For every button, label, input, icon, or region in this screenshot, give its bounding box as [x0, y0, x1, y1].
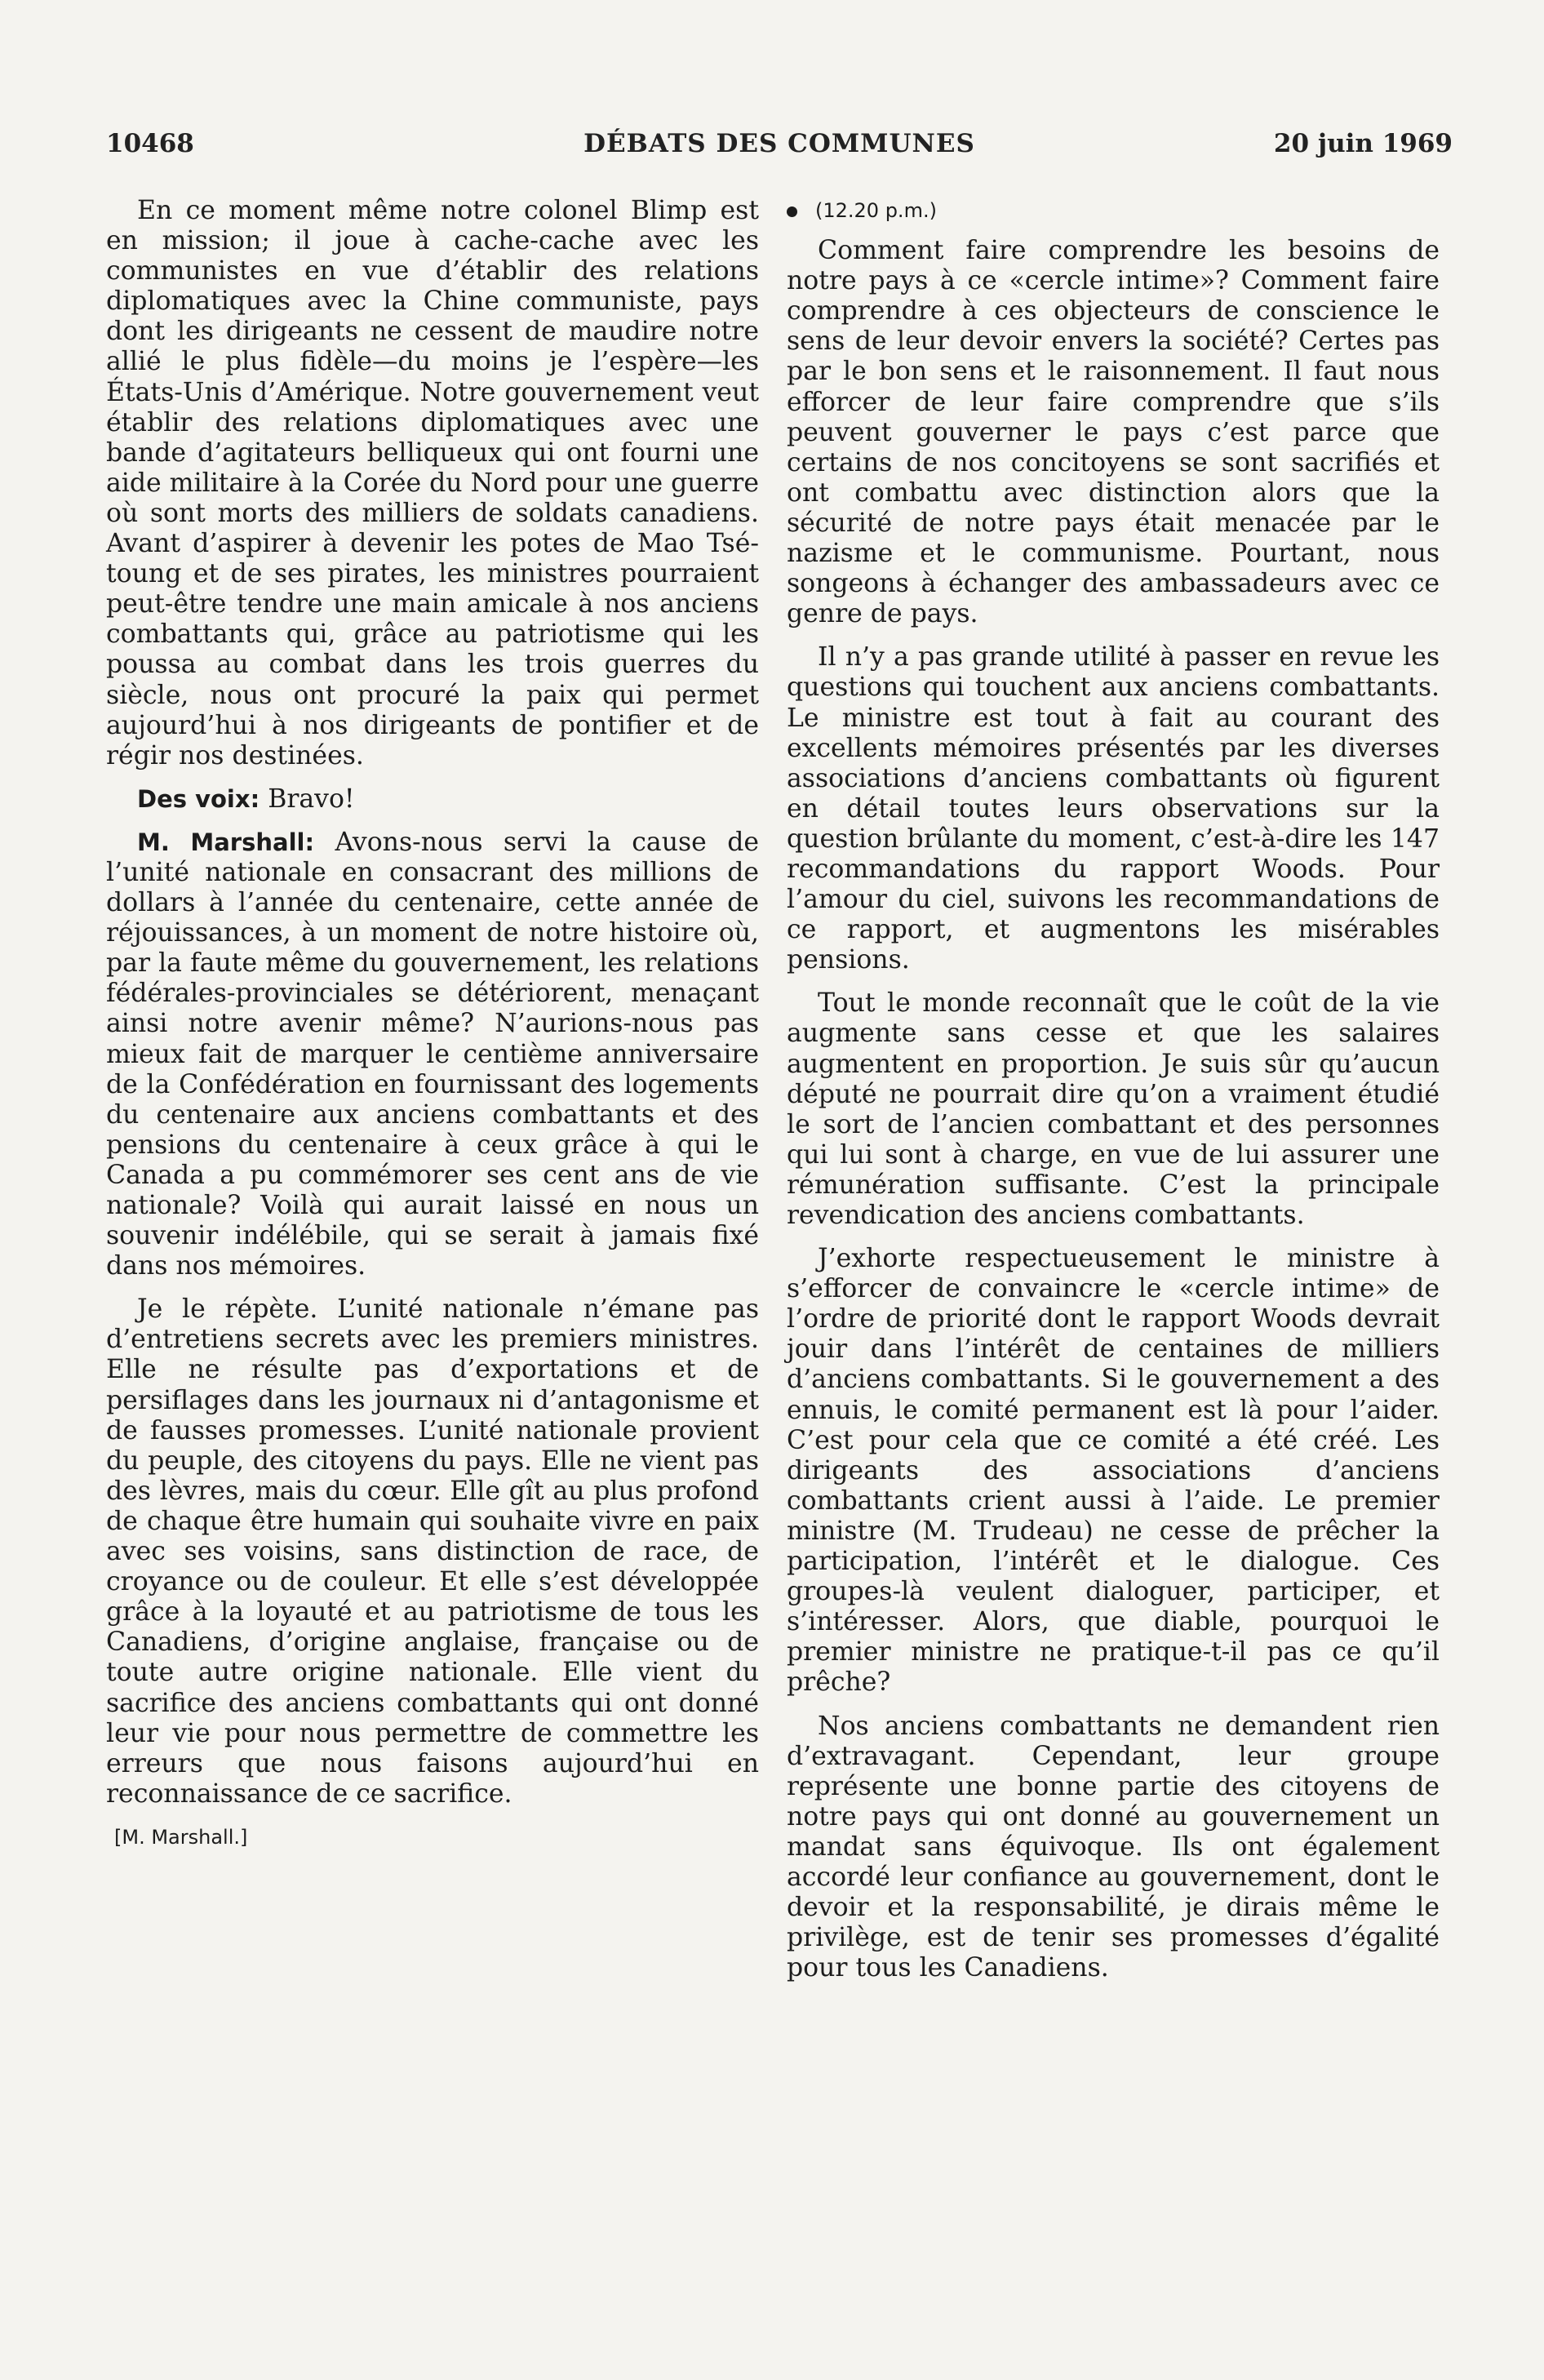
paragraph: Nos anciens combattants ne demandent rien d’extravagant. Cependant, leur groupe représente une bonne partie des citoyens de notre pays qui ont donné au gouvernement un mandat sans équivoque. Ils ont également accordé leur confiance au gouvernement, dont le devoir et la responsabilité, je dirais même le privilège, est de tenir ses promesses d’égalité pour tous les Canadiens. [787, 1711, 1440, 1983]
paragraph: J’exhorte respectueusement le ministre à s’efforcer de convaincre le «cercle intime» de l’ordre de priorité dont le rapport Woods devrait jouir dans l’intérêt de centaines de milliers d’anciens combattants. Si le gouvernement a des ennuis, le comité permanent est là pour l’aider. C’est pour cela que ce comité a été créé. Les dirigeants des associations d’anciens combattants crient aussi à l’aide. Le premier ministre (M. Trudeau) ne cesse de prêcher la participation, l’intérêt et le dialogue. Ces groupes-là veulent dialoguer, participer, et s’intéresser. Alors, que diable, pourquoi le premier ministre ne pratique-t-il pas ce qu’il prêche? [787, 1244, 1440, 1698]
paragraph: En ce moment même notre colonel Blimp est en mission; il joue à cache-cache avec les communistes en vue d’établir des relations diplomatiques avec la Chine communiste, pays dont les dirigeants ne cessent de maudire notre allié le plus fidèle—du moins je l’espère—les États-Unis d’Amérique. Notre gouvernement veut établir des relations diplomatiques avec une bande d’agitateurs belliqueux qui ont fourni une aide militaire à la Corée du Nord pour une guerre où sont morts des milliers de soldats canadiens. Avant d’aspirer à devenir les potes de Mao Tsé-toung et de ses pirates, les ministres pourraient peut-être tendre une main amicale à nos anciens combattants qui, grâce au patriotisme qui les poussa au combat dans les trois guerres du siècle, nous ont procuré la paix qui permet aujourd’hui à nos dirigeants de pontifier et de régir nos destinées. [106, 196, 759, 770]
journal-title: DÉBATS DES COMMUNES [583, 129, 975, 158]
paragraph: Tout le monde reconnaît que le coût de la vie augmente sans cesse et que les salaires augmentent en proportion. Je suis sûr qu’aucun député ne pourrait dire qu’on a vraiment étudié le sort de l’ancien combattant et des personnes qui lui sont à charge, en vue de lui assurer une rémunération suffisante. C’est la principale revendication des anciens combattants. [787, 988, 1440, 1230]
issue-date: 20 juin 1969 [1273, 129, 1453, 158]
speaker-credit: [M. Marshall.] [114, 1825, 248, 1849]
speech-text: Avons-nous servi la cause de l’unité nationale en consacrant des millions de dollars à l’année du centenaire, cette année de réjouissances, à un moment de notre histoire où, par la faute même du gouvernement, les relations fédérales-provinciales se détériorent, menaçant ainsi notre avenir même? N’aurions-nous pas mieux fait de marquer le centième anniversaire de la Confédération en fournissant des logements du centenaire aux anciens combattants et des pensions du centenaire à ceux grâce à qui le Canada a pu commémorer ses cent ans de vie nationale? Voilà qui aurait laissé en nous un souvenir indélébile, qui se serait à jamais fixé dans nos mémoires. [106, 827, 760, 1281]
speaker-name: M. Marshall: [137, 828, 315, 856]
left-column [106, 196, 759, 1866]
interjection [106, 784, 759, 815]
speaker-name: Des voix: [137, 784, 260, 813]
paragraph: Je le répète. L’unité nationale n’émane pas d’entretiens secrets avec les premiers ministres. Elle ne résulte pas d’exportations et de persiflages dans les journaux ni d’antagonisme et de fausses promesses. L’unité nationale provient du peuple, des citoyens du pays. Elle ne vient pas des lèvres, mais du cœur. Elle gît au plus profond de chaque être humain qui souhaite vivre en paix avec ses voisins, sans distinction de race, de croyance ou de couleur. Et elle s’est développée grâce à la loyauté et au patriotisme de tous les Canadiens, d’origine anglaise, française ou de toute autre origine nationale. Elle vient du sacrifice des anciens combattants qui ont donné leur vie pour nous permettre de commettre les erreurs que nous faisons aujourd’hui en reconnaissance de ce sacrifice. [106, 1294, 759, 1809]
right-column [787, 196, 1440, 1996]
paragraph: Il n’y a pas grande utilité à passer en revue les questions qui touchent aux anciens combattants. Le ministre est tout à fait au courant des excellents mémoires présentés par les diverses associations d’anciens combattants où figurent en détail toutes leurs observations sur la question brûlante du moment, c’est-à-dire les 147 recommandations du rapport Woods. Pour l’amour du ciel, suivons les recommandations de ce rapport, et augmentons les misérables pensions. [787, 642, 1440, 975]
speech-paragraph [106, 828, 759, 1281]
page-number: 10468 [106, 129, 194, 158]
timestamp-text: (12.20 p.m.) [815, 199, 937, 222]
page-header [106, 129, 1453, 170]
timestamp [787, 196, 1440, 226]
paragraph: Comment faire comprendre les besoins de notre pays à ce «cercle intime»? Comment faire comprendre à ces objecteurs de conscience le sens de leur devoir envers la société? Certes pas par le bon sens et le raisonnement. Il faut nous efforcer de leur faire comprendre que s’ils peuvent gouverner le pays c’est parce que certains de nos concitoyens se sont sacrifiés et ont combattu avec distinction alors que la sécurité de notre pays était menacée par le nazisme et le communisme. Pourtant, nous songeons à échanger des ambassadeurs avec ce genre de pays. [787, 236, 1440, 629]
bullet-icon [787, 206, 797, 217]
speech-text: Bravo! [268, 784, 355, 814]
